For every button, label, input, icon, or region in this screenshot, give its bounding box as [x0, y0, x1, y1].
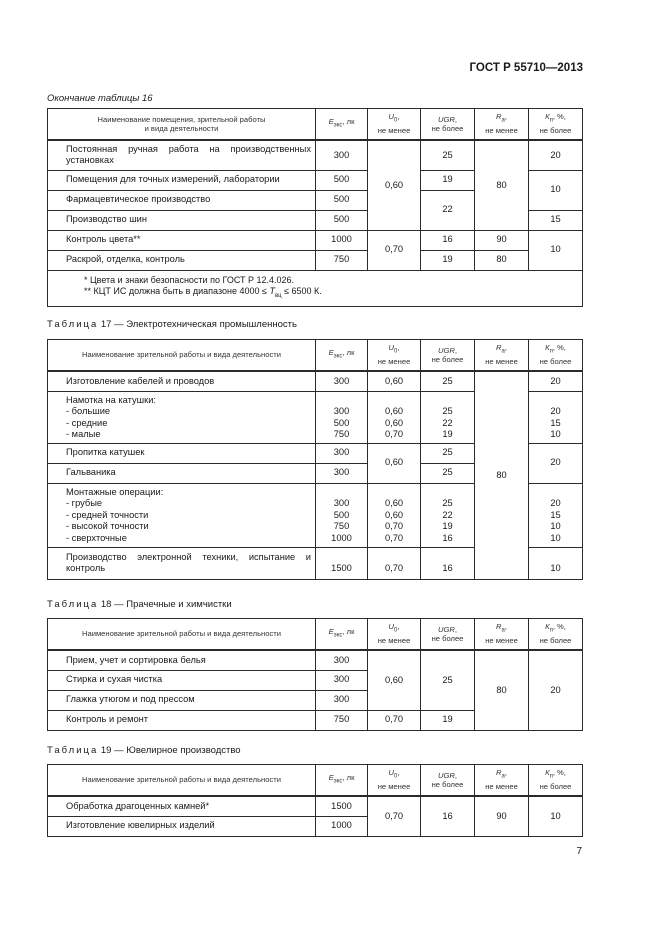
- col-name: Наименование зрительной работы и вида деятельности: [48, 619, 316, 651]
- cell-u0: 0,60: [368, 140, 421, 230]
- cell-u0: 0,70: [368, 796, 421, 836]
- cell-e: 750: [316, 250, 368, 270]
- col-ra: $R_a$, не менее: [475, 340, 529, 372]
- col-ra: $R_a$, не менее: [475, 109, 529, 141]
- cell-u0: 0,60: [368, 371, 421, 391]
- cell-u0: 0,70: [368, 547, 421, 579]
- col-kp: $К_п$, %, не более: [529, 340, 583, 372]
- col-name: Наименование зрительной работы и вида деятельности: [48, 340, 316, 372]
- cell-k: 20 15 10: [529, 391, 583, 443]
- document-code: ГОСТ Р 55710—2013: [469, 62, 583, 74]
- table-18: [47, 618, 583, 731]
- cell-ugr: 25 22 19 16: [421, 483, 475, 547]
- cell-k: 15: [529, 210, 583, 230]
- cell-k: 20: [529, 371, 583, 391]
- cell-ugr: 25: [421, 443, 475, 463]
- cell-ra: 80: [475, 371, 529, 579]
- cell-e: 500: [316, 210, 368, 230]
- table-header-row: [48, 619, 583, 651]
- cell-ugr: 25 22 19: [421, 391, 475, 443]
- page-number: 7: [576, 846, 582, 857]
- cell-e: 300: [316, 371, 368, 391]
- cell-e: 1500: [316, 547, 368, 579]
- cell-e: 300: [316, 140, 368, 170]
- cell-e: 300 500 750 1000: [316, 483, 368, 547]
- table19-caption: Таблица 19 — Ювелирное производство: [47, 745, 241, 756]
- table-row: [48, 371, 583, 391]
- cell-e: 300: [316, 690, 368, 710]
- cell-ugr: 19: [421, 710, 475, 730]
- cell-u0: 0,70: [368, 710, 421, 730]
- table-17: [47, 339, 583, 580]
- cell-ugr: 25: [421, 463, 475, 483]
- row-name: Глажка утюгом и под прессом: [48, 690, 316, 710]
- table-row: [48, 650, 583, 670]
- table-footnotes: [48, 270, 583, 307]
- cell-e: 1000: [316, 230, 368, 250]
- col-u0: $U_0$, не менее: [368, 340, 421, 372]
- cell-e: 300 500 750: [316, 391, 368, 443]
- table17-caption: Таблица 17 — Электротехническая промышленность: [47, 319, 297, 330]
- cell-e: 300: [316, 463, 368, 483]
- cell-ra: 90: [475, 796, 529, 836]
- cell-ugr: 22: [421, 190, 475, 230]
- cell-ugr: 19: [421, 250, 475, 270]
- cell-k: 20: [529, 140, 583, 170]
- table16-caption: Окончание таблицы 16: [47, 93, 153, 104]
- row-name: Изготовление ювелирных изделий: [48, 816, 316, 836]
- table-row: [48, 250, 583, 270]
- col-u0: $U_0$, не менее: [368, 765, 421, 797]
- cell-ugr: 25: [421, 371, 475, 391]
- cell-ra: 90: [475, 230, 529, 250]
- col-e: $E_{экс}$, лк: [316, 340, 368, 372]
- col-kp: $К_п$, %, не более: [529, 619, 583, 651]
- cell-e: 500: [316, 170, 368, 190]
- cell-ugr: 25: [421, 140, 475, 170]
- cell-e: 1500: [316, 796, 368, 816]
- col-ugr: UGR, не более: [421, 109, 475, 141]
- col-ugr: UGR, не более: [421, 619, 475, 651]
- cell-k: 20: [529, 650, 583, 730]
- table-header-row: [48, 340, 583, 372]
- row-name: Обработка драгоценных камней*: [48, 796, 316, 816]
- col-e: $E_{экс}$, лк: [316, 109, 368, 141]
- col-e: $E_{экс}$, лк: [316, 619, 368, 651]
- table-row: [48, 140, 583, 170]
- col-u0: $U_0$, не менее: [368, 109, 421, 141]
- cell-e: 300: [316, 670, 368, 690]
- col-e: $E_{экс}$, лк: [316, 765, 368, 797]
- cell-e: 300: [316, 443, 368, 463]
- table18-caption: Таблица 18 — Прачечные и химчистки: [47, 599, 232, 610]
- row-name: Производство электронной техники, испытание и контроль: [48, 547, 316, 579]
- table-16: [47, 108, 583, 307]
- table-header-row: [48, 765, 583, 797]
- cell-e: 500: [316, 190, 368, 210]
- cell-k: 10: [529, 170, 583, 210]
- cell-k: 10: [529, 230, 583, 270]
- table-header-row: [48, 109, 583, 141]
- row-name: Стирка и сухая чистка: [48, 670, 316, 690]
- cell-ra: 80: [475, 140, 529, 230]
- row-name: Изготовление кабелей и проводов: [48, 371, 316, 391]
- cell-ugr: 16: [421, 547, 475, 579]
- table-footnote-row: [48, 270, 583, 307]
- cell-e: 1000: [316, 816, 368, 836]
- row-name: Гальваника: [48, 463, 316, 483]
- cell-k: 20: [529, 443, 583, 483]
- cell-u0: 0,60 0,60 0,70: [368, 391, 421, 443]
- row-name: Монтажные операции: - грубые - средней точности - высокой точности - сверхточные: [48, 483, 316, 547]
- col-kp: $К_п$, %, не более: [529, 765, 583, 797]
- cell-k: 20 15 10 10: [529, 483, 583, 547]
- cell-u0: 0,60 0,60 0,70 0,70: [368, 483, 421, 547]
- cell-ugr: 16: [421, 796, 475, 836]
- row-name: Намотка на катушки: - большие - средние - малые: [48, 391, 316, 443]
- col-ra: $R_a$, не менее: [475, 619, 529, 651]
- footnote-2: ** КЦТ ИС должна быть в диапазоне $4000 \le T_{вц} \le 6500$ К.: [84, 286, 322, 299]
- col-u0: $U_0$, не менее: [368, 619, 421, 651]
- table-19: [47, 764, 583, 837]
- col-name: Наименование помещения, зрительной работы и вида деятельности: [48, 109, 316, 141]
- row-name: Пропитка катушек: [48, 443, 316, 463]
- cell-u0: 0,60: [368, 443, 421, 483]
- cell-u0: 0,70: [368, 230, 421, 270]
- cell-ugr: 16: [421, 230, 475, 250]
- col-ugr: UGR, не более: [421, 765, 475, 797]
- col-ugr: UGR, не более: [421, 340, 475, 372]
- row-name: Производство шин: [48, 210, 316, 230]
- cell-ugr: 25: [421, 650, 475, 710]
- row-name: Постоянная ручная работа на производственных установках: [48, 140, 316, 170]
- table-row: [48, 230, 583, 250]
- cell-e: 750: [316, 710, 368, 730]
- row-name: Фармацевтическое производство: [48, 190, 316, 210]
- row-name: Контроль цвета**: [48, 230, 316, 250]
- row-name: Контроль и ремонт: [48, 710, 316, 730]
- footnote-1: * Цвета и знаки безопасности по ГОСТ Р 12.4.026.: [84, 274, 295, 285]
- col-name: Наименование зрительной работы и вида деятельности: [48, 765, 316, 797]
- row-name: Помещения для точных измерений, лаборатории: [48, 170, 316, 190]
- cell-e: 300: [316, 650, 368, 670]
- row-name: Раскрой, отделка, контроль: [48, 250, 316, 270]
- row-name: Прием, учет и сортировка белья: [48, 650, 316, 670]
- cell-k: 10: [529, 796, 583, 836]
- col-kp: $К_п$, %, не более: [529, 109, 583, 141]
- cell-u0: 0,60: [368, 650, 421, 710]
- cell-k: 10: [529, 547, 583, 579]
- cell-ra: 80: [475, 250, 529, 270]
- table-row: [48, 796, 583, 816]
- cell-ra: 80: [475, 650, 529, 730]
- col-ra: $R_a$, не менее: [475, 765, 529, 797]
- cell-ugr: 19: [421, 170, 475, 190]
